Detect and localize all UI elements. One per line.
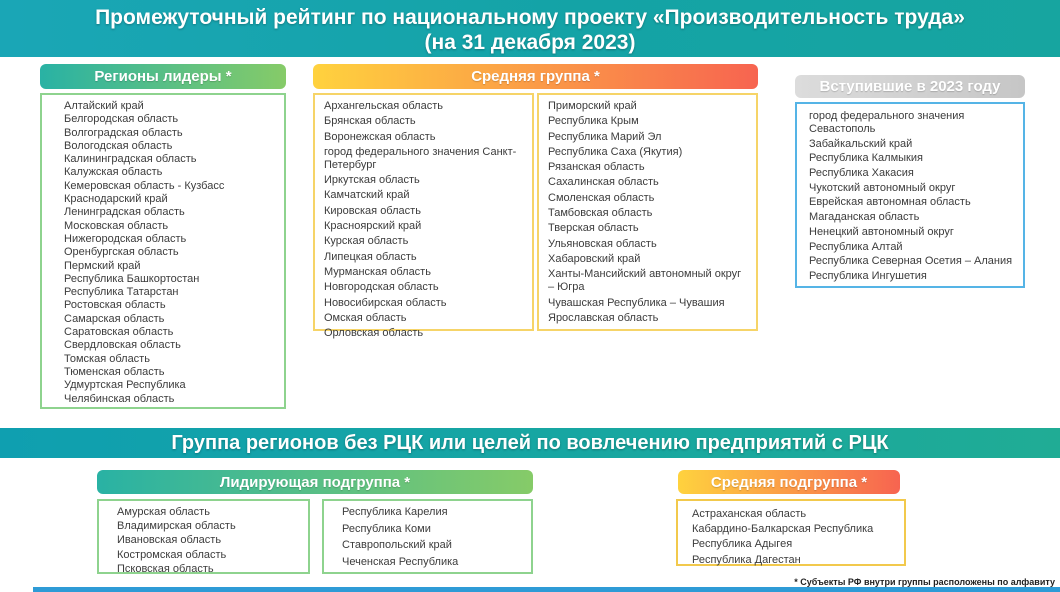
region-item: Рязанская область — [548, 161, 645, 174]
leaders-region-list — [40, 93, 286, 409]
region-item: Республика Калмыкия — [809, 152, 923, 165]
region-item: Астраханская область — [692, 508, 807, 520]
region-item: Еврейская автономная область — [809, 196, 971, 209]
region-item: Волгоградская область — [64, 126, 183, 139]
region-item: Республика Карелия — [342, 506, 448, 518]
middle-subgroup-list — [676, 499, 906, 566]
region-item: Пермский край — [64, 259, 141, 272]
region-item: Ленинградская область — [64, 206, 185, 219]
page-title-line2: (на 31 декабря 2023) — [424, 31, 636, 54]
region-item: Республика Марий Эл — [548, 130, 662, 143]
region-item: Республика Саха (Якутия) — [548, 145, 683, 158]
region-item: Тверская область — [548, 222, 639, 235]
region-item: Иркутская область — [324, 174, 420, 187]
region-item: Ставропольский край — [342, 539, 452, 552]
region-item: Чукотский автономный округ — [809, 181, 956, 194]
region-item: Приморский край — [548, 100, 637, 112]
region-item: Красноярский край — [324, 220, 422, 233]
region-item: Камчатский край — [324, 189, 410, 202]
region-item: Новосибирская область — [324, 296, 447, 309]
joined-2023-region-list — [795, 102, 1025, 288]
region-item: Ростовская область — [64, 299, 166, 312]
region-item: Владимирская область — [117, 520, 236, 533]
region-item: Мурманская область — [324, 265, 431, 278]
alphabetical-footnote: * Субъекты РФ внутри группы расположены по алфавиту — [794, 577, 1055, 587]
region-item: Саратовская область — [64, 326, 174, 339]
middle-group-header: Средняя группа * — [313, 64, 758, 89]
region-item: Хабаровский край — [548, 252, 641, 265]
leading-subgroup-header: Лидирующая подгруппа * — [97, 470, 533, 494]
region-item: Тамбовская область — [548, 207, 653, 220]
page-title-line1: Промежуточный рейтинг по национальному проекту «Производительность труда» — [95, 6, 965, 29]
region-item: Республика Коми — [342, 522, 431, 535]
region-item: Курская область — [324, 235, 409, 248]
region-item: Чеченская Республика — [342, 555, 459, 568]
region-item: Республика Адыгея — [692, 538, 793, 551]
region-item: Республика Башкортостан — [64, 272, 200, 285]
region-item: Ивановская область — [117, 534, 222, 547]
region-item: Республика Ингушетия — [809, 269, 927, 282]
region-item: Омская область — [324, 311, 407, 324]
region-item: город федерального значения Санкт-Петербург — [324, 145, 517, 171]
region-item: Краснодарский край — [64, 193, 168, 206]
region-item: Липецкая область — [324, 250, 417, 263]
region-item: Воронежская область — [324, 130, 436, 143]
region-item: Республика Дагестан — [692, 553, 801, 566]
leading-subgroup-list-left — [97, 499, 310, 574]
no-rcc-banner: Группа регионов без РЦК или целей по вовлечению предприятий с РЦК — [0, 428, 1060, 458]
region-item: Алтайский край — [64, 100, 144, 112]
region-item: Вологодская область — [64, 139, 173, 152]
region-item: Чувашская Республика – Чувашия — [548, 296, 725, 309]
region-item: Костромская область — [117, 548, 227, 561]
region-item: Кемеровская область - Кузбасс — [64, 179, 225, 192]
region-item: Томская область — [64, 352, 150, 365]
region-item: Ульяновская область — [548, 237, 657, 250]
region-item: Магаданская область — [809, 211, 920, 224]
region-item: Самарская область — [64, 312, 165, 325]
region-item: Амурская область — [117, 506, 210, 518]
leading-subgroup-list-right — [322, 499, 533, 574]
region-item: Калининградская область — [64, 153, 197, 166]
region-item: Кабардино-Балкарская Республика — [692, 523, 874, 536]
title-banner — [0, 0, 1060, 57]
region-item: Калужская область — [64, 166, 163, 179]
leaders-group-header: Регионы лидеры * — [40, 64, 286, 89]
region-item: Белгородская область — [64, 113, 179, 126]
region-item: Брянская область — [324, 115, 416, 128]
region-item: Республика Северная Осетия – Алания — [809, 255, 1013, 268]
region-item: Сахалинская область — [548, 176, 659, 189]
region-item: Оренбургская область — [64, 246, 179, 259]
region-item: Челябинская область — [64, 392, 175, 405]
region-item: Кировская область — [324, 204, 421, 217]
region-item: Забайкальский край — [809, 137, 913, 150]
region-item: Республика Алтай — [809, 240, 903, 253]
region-item: Орловская область — [324, 327, 424, 340]
bottom-accent-bar — [33, 587, 1060, 592]
region-item: Удмуртская Республика — [64, 379, 186, 392]
region-item: Ярославская область — [548, 311, 659, 324]
region-item: Республика Хакасия — [809, 167, 914, 180]
region-item: Республика Татарстан — [64, 286, 179, 299]
region-item: Псковская область — [117, 562, 214, 575]
middle-subgroup-header: Средняя подгруппа * — [678, 470, 900, 494]
region-item: город федерального значения Севастополь — [809, 110, 965, 135]
region-item: Свердловская область — [64, 339, 181, 352]
region-item: Смоленская область — [548, 191, 655, 204]
region-item: Тюменская область — [64, 365, 165, 378]
region-item: Архангельская область — [324, 100, 443, 112]
middle-region-list-left — [313, 93, 534, 340]
region-item: Новгородская область — [324, 281, 439, 294]
middle-region-list-right — [537, 93, 758, 331]
joined-2023-header: Вступившие в 2023 году — [795, 75, 1025, 98]
region-item: Ханты-Мансийский автономный округ – Югра — [548, 268, 742, 294]
region-item: Ненецкий автономный округ — [809, 225, 954, 238]
region-item: Нижегородская область — [64, 232, 187, 245]
region-item: Московская область — [64, 219, 169, 232]
region-item: Республика Крым — [548, 115, 639, 128]
